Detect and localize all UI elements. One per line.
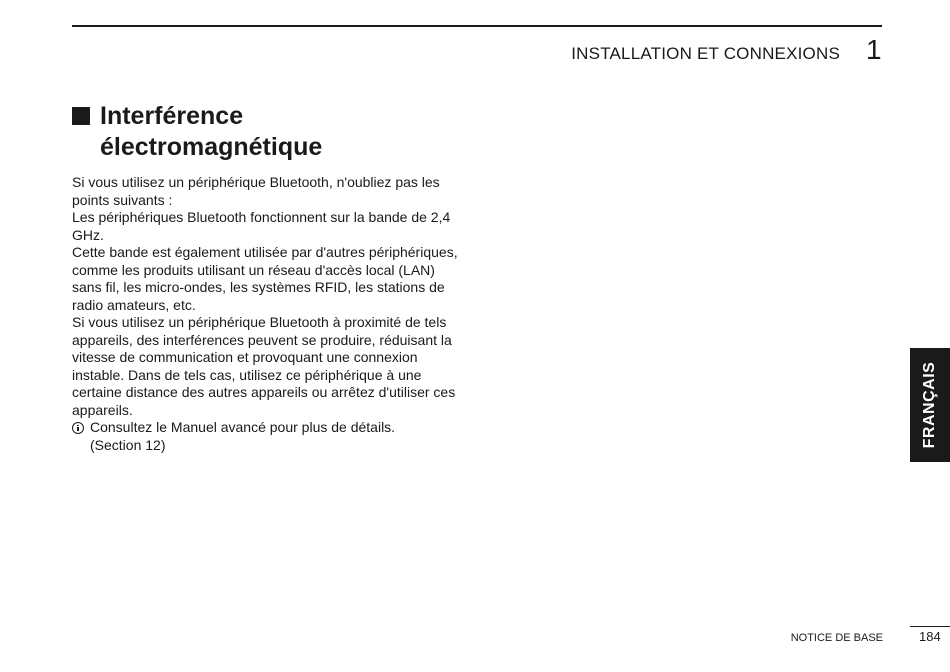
section-body bbox=[72, 174, 467, 454]
language-tab-label: FRANÇAIS bbox=[921, 361, 938, 449]
footer-label: NOTICE DE BASE bbox=[790, 632, 883, 644]
body-paragraph: Si vous utilisez un périphérique Bluetooth à proximité de tels appareils, des interférences peuvent se produire, réduisant la vitesse de communication et provoquant une connexion instable. Dans de tels cas, utilisez ce périphérique à une certaine distance des autres appareils ou arrêtez d'utiliser ces appareils. bbox=[72, 314, 456, 418]
header-rule bbox=[72, 25, 882, 27]
info-icon bbox=[72, 422, 84, 434]
square-bullet-icon bbox=[72, 107, 90, 125]
chapter-title: INSTALLATION ET CONNEXIONS bbox=[571, 44, 840, 63]
chapter-number: 1 bbox=[866, 34, 882, 65]
reference-note bbox=[72, 419, 467, 454]
section-heading-line1: Interférence bbox=[100, 102, 244, 130]
section-heading-line2: électromagnétique bbox=[100, 133, 323, 161]
body-paragraph: Si vous utilisez un périphérique Bluetooth, n'oubliez pas les points suivants : bbox=[72, 174, 440, 208]
language-tab bbox=[910, 348, 950, 462]
note-line2: (Section 12) bbox=[90, 436, 166, 453]
note-line1: Consultez le Manuel avancé pour plus de détails. bbox=[90, 419, 396, 435]
footer-rule bbox=[910, 626, 950, 627]
section-heading bbox=[72, 101, 420, 163]
body-paragraph: Cette bande est également utilisée par d'autres périphériques, comme les produits utilisant un réseau d'accès local (LAN) sans fil, les micro-ondes, les systèmes RFID, les stations de radio amateurs, etc. bbox=[72, 244, 458, 313]
page-number: 184 bbox=[919, 629, 941, 644]
body-paragraph: Les périphériques Bluetooth fonctionnent sur la bande de 2,4 GHz. bbox=[72, 209, 451, 243]
